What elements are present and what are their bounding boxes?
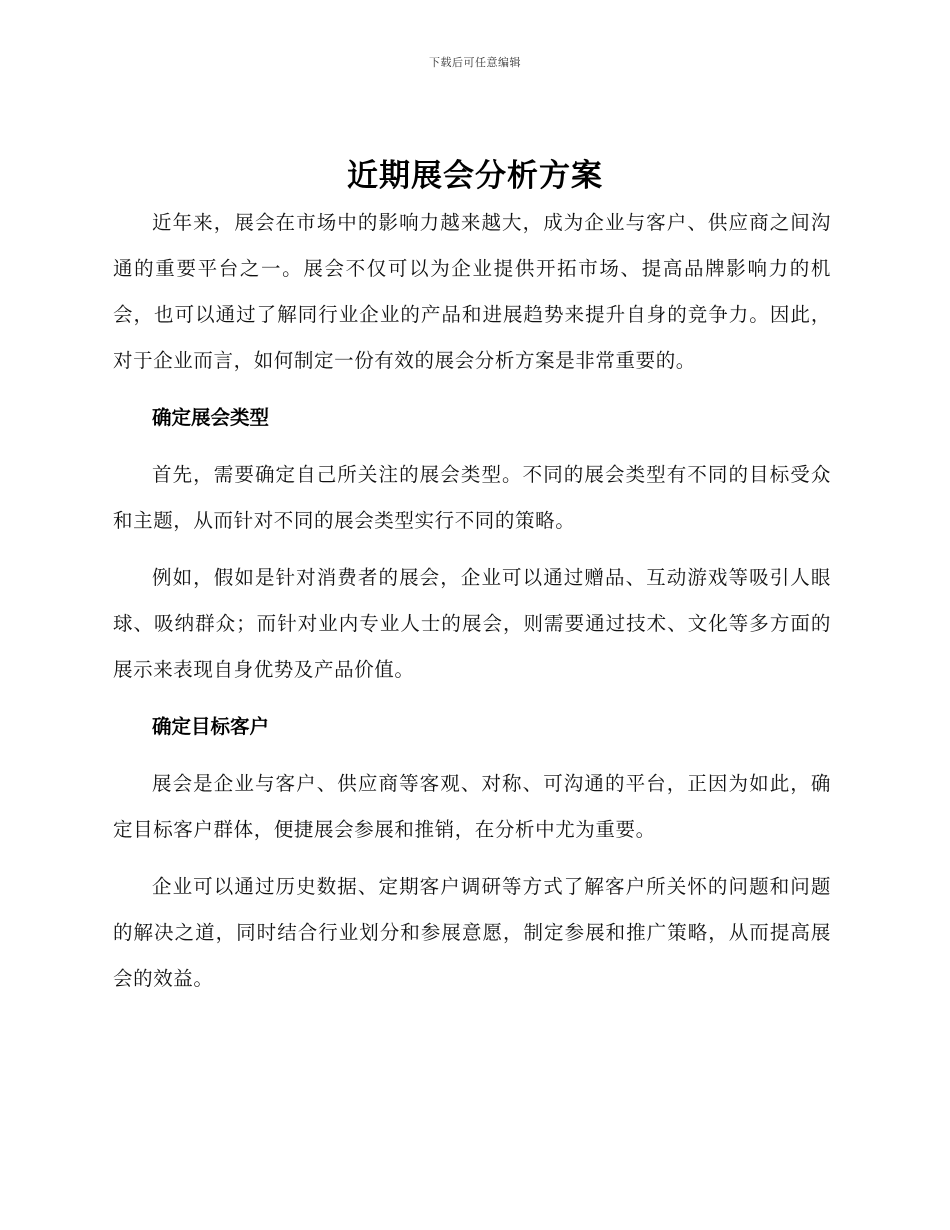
section-heading-exhibition-type: 确定展会类型 <box>152 406 270 429</box>
section-paragraph: 首先，需要确定自己所关注的展会类型。不同的展会类型有不同的目标受众和主题，从而针对不同的展会类型实行不同的策略。 <box>113 463 831 532</box>
section-paragraph: 企业可以通过历史数据、定期客户调研等方式了解客户所关怀的问题和问题的解决之道，同时结合行业划分和参展意愿，制定参展和推广策略，从而提高展会的效益。 <box>113 875 831 990</box>
document-body <box>113 200 831 1013</box>
section-paragraph: 例如，假如是针对消费者的展会，企业可以通过赠品、互动游戏等吸引人眼球、吸纳群众；而针对业内专业人士的展会，则需要通过技术、文化等多方面的展示来表现自身优势及产品价值。 <box>113 566 831 681</box>
document-title: 近期展会分析方案 <box>347 158 603 194</box>
section-paragraph: 展会是企业与客户、供应商等客观、对称、可沟通的平台，正因为如此，确定目标客户群体，便捷展会参展和推销，在分析中尤为重要。 <box>113 772 831 841</box>
section-heading-target-customers: 确定目标客户 <box>152 715 270 738</box>
intro-paragraph: 近年来，展会在市场中的影响力越来越大，成为企业与客户、供应商之间沟通的重要平台之一。展会不仅可以为企业提供开拓市场、提高品牌影响力的机会，也可以通过了解同行业企业的产品和进展趋势来提升自身的竞争力。因此，对于企业而言，如何制定一份有效的展会分析方案是非常重要的。 <box>113 211 831 372</box>
page-header-note: 下载后可任意编辑 <box>429 56 521 69</box>
